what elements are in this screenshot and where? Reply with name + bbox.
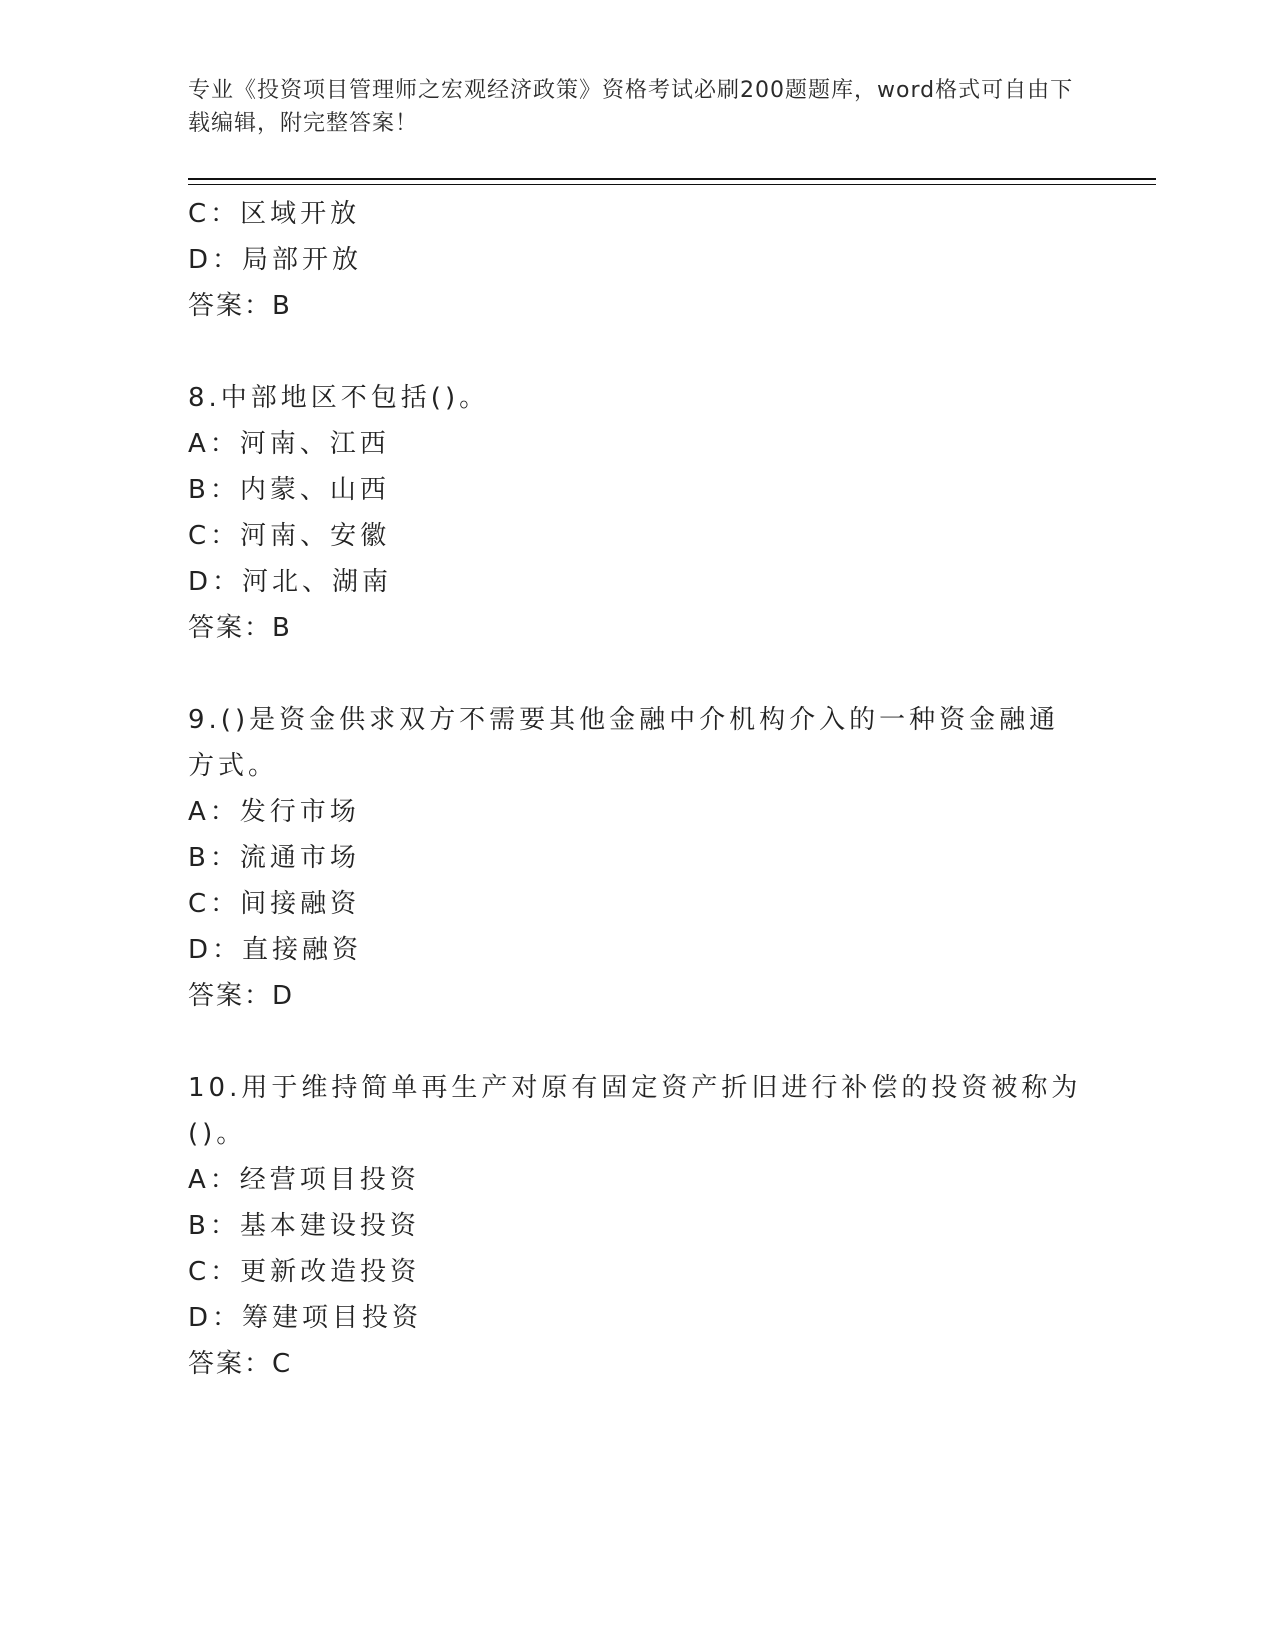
question-8 (188, 375, 1088, 651)
question-text: 10.用于维持简单再生产对原有固定资产折旧进行补偿的投资被称为()。 (188, 1073, 1082, 1149)
question-content (188, 191, 1088, 1387)
option-d: D：筹建项目投资 (188, 1303, 423, 1333)
option-d: D：河北、湖南 (188, 567, 393, 597)
answer: 答案：C (188, 1349, 293, 1379)
spacer (188, 1019, 1088, 1065)
header-rule-thick (188, 178, 1156, 180)
document-header: 专业《投资项目管理师之宏观经济政策》资格考试必刷200题题库，word格式可自由下载编辑，附完整答案！ (188, 78, 1074, 136)
option-a: A：发行市场 (188, 797, 360, 827)
option-c: C：更新改造投资 (188, 1257, 421, 1287)
question-text: 9.()是资金供求双方不需要其他金融中介机构介入的一种资金融通方式。 (188, 705, 1060, 781)
answer: 答案：B (188, 291, 292, 321)
option-d: D：直接融资 (188, 935, 363, 965)
question-10 (188, 1065, 1088, 1387)
question-fragment (188, 191, 1088, 329)
option-c: C：间接融资 (188, 889, 361, 919)
header-rule-thin (188, 184, 1156, 185)
spacer (188, 329, 1088, 375)
answer: 答案：D (188, 981, 295, 1011)
option-b: B：内蒙、山西 (188, 475, 390, 505)
option-a: A：河南、江西 (188, 429, 390, 459)
option-b: B：基本建设投资 (188, 1211, 420, 1241)
option-d: D：局部开放 (188, 245, 363, 275)
question-9 (188, 697, 1088, 1019)
answer: 答案：B (188, 613, 292, 643)
option-c: C：区域开放 (188, 199, 361, 229)
question-text: 8.中部地区不包括()。 (188, 383, 490, 413)
option-a: A：经营项目投资 (188, 1165, 420, 1195)
option-b: B：流通市场 (188, 843, 360, 873)
option-c: C：河南、安徽 (188, 521, 391, 551)
spacer (188, 651, 1088, 697)
